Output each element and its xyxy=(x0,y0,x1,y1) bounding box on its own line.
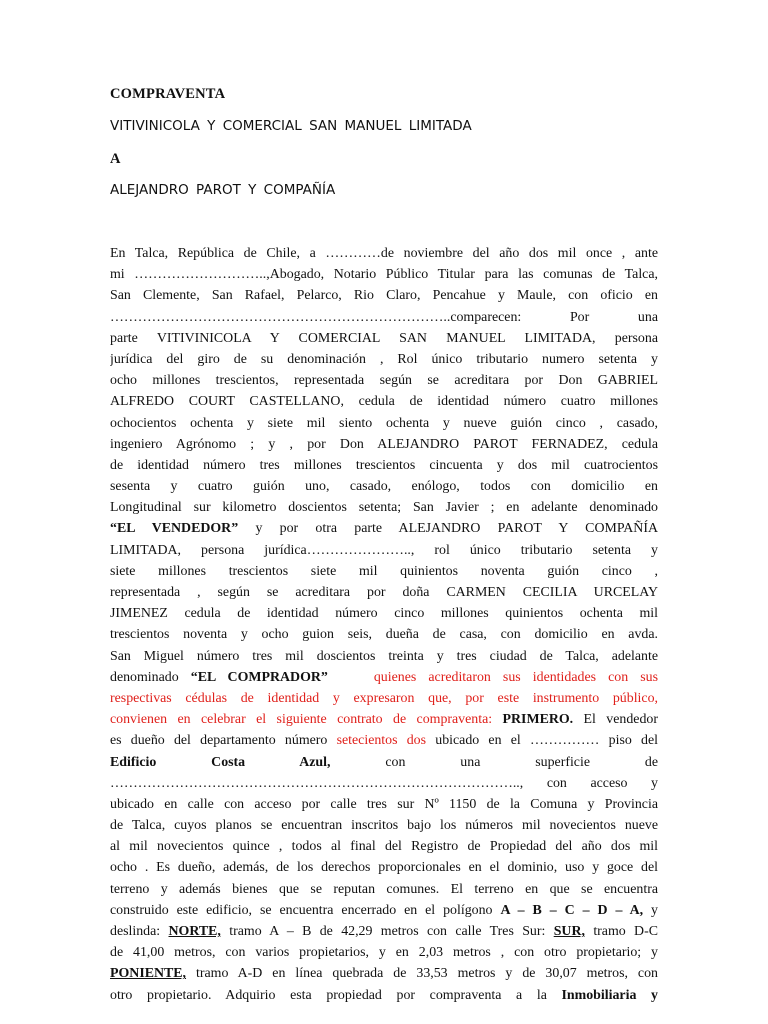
highlighted-line: respectivas cédulas de identidad y expresaron que, por este instrumento público, xyxy=(110,690,658,706)
building-name: Edificio Costa Azul, xyxy=(110,754,331,770)
body-line: San Miguel número tres mil doscientos treinta y tres ciudad de Talca, adelante xyxy=(110,648,658,664)
highlighted-text: convienen en celebrar el siguiente contrato de compraventa: xyxy=(110,712,503,728)
body-line: PONIENTE, tramo A-D en línea quebrada de 33,53 metros y de 30,07 metros, con xyxy=(110,966,658,982)
body-line: denominado “EL COMPRADOR” quienes acreditaron sus identidades con sus xyxy=(110,669,658,685)
clause-first-heading: PRIMERO. xyxy=(502,712,574,728)
boundary-west: PONIENTE, xyxy=(110,966,187,982)
body-line: “EL VENDEDOR” y por otra parte ALEJANDRO PAROT Y COMPAÑÍA xyxy=(110,521,658,537)
body-line: es dueño del departamento número setecientos dos ubicado en el …………… piso del xyxy=(110,733,658,749)
body-line: ocho . Es dueño, además, de los derechos proporcionales en el dominio, uso y goce del xyxy=(110,860,658,876)
boundary-south: SUR, xyxy=(553,924,585,939)
body-line: convienen en celebrar el siguiente contrato de compraventa: PRIMERO. El vendedor xyxy=(110,712,658,728)
body-line: de identidad número tres millones trescientos cincuenta y dos mil cuatrocientos xyxy=(110,457,658,473)
body-line: terreno y además bienes que se reputan comunes. El terreno en que se encuentra xyxy=(110,881,658,897)
body-line: ALFREDO COURT CASTELLANO, cedula de identidad número cuatro millones xyxy=(110,394,658,410)
body-line: ………………………………………………………………..comparecen: Por una xyxy=(110,309,658,325)
body-line: En Talca, República de Chile, a …………de noviembre del año dos mil once , ante xyxy=(110,246,658,261)
body-line: ingeniero Agrónomo ; y , por Don ALEJANDRO PAROT FERNADEZ, cedula xyxy=(110,436,658,452)
body-line: JIMENEZ cedula de identidad número cinco millones quinientos ochenta mil xyxy=(110,606,658,622)
highlighted-text: quienes acreditaron sus identidades con sus xyxy=(373,669,658,685)
body-line: trescientos noventa y ocho guion seis, dueña de casa, con domicilio en avda. xyxy=(110,627,658,643)
body-line: ubicado en calle con acceso por calle tres sur Nº 1150 de la Comuna y Provincia xyxy=(110,796,658,812)
body-line: de Talca, cuyos planos se encuentran inscritos bajo los números mil novecientos nueve xyxy=(110,818,658,834)
body-line: …………………………………………………………………………….., con acceso y xyxy=(110,775,658,791)
body-line: siete millones trescientos siete mil quinientos noventa guión cinco , xyxy=(110,563,658,579)
body-line: LIMITADA, persona jurídica………………….., rol único tributario setenta y xyxy=(110,542,658,558)
connector-heading: A xyxy=(110,151,121,167)
body-line: ochocientos ochenta y siete mil siento ochenta y nueve guión cinco , casado, xyxy=(110,415,658,431)
inmobiliaria-name: Inmobiliaria y xyxy=(561,987,658,1003)
body-line: deslinda: NORTE, tramo A – B de 42,29 metros con calle Tres Sur: SUR, tramo D-C xyxy=(110,924,658,939)
body-line: mi ………………………..,Abogado, Notario Público Titular para las comunas de Talca, xyxy=(110,267,658,283)
body-line: representada , según se acreditara por doña CARMEN CECILIA URCELAY xyxy=(110,585,658,600)
body-line: jurídica del giro de su denominación , Rol único tributario numero setenta y xyxy=(110,351,658,367)
polygon-label: A – B – C – D – A, xyxy=(500,902,644,918)
body-line: construido este edificio, se encuentra encerrado en el polígono A – B – C – D – A, y xyxy=(110,902,658,918)
boundary-north: NORTE, xyxy=(168,924,221,939)
seller-designation: “EL VENDEDOR” xyxy=(110,521,239,537)
body-line: de 41,00 metros, con varios propietarios, y en 2,03 metros , con otro propietario; y xyxy=(110,945,658,961)
body-line: Longitudinal sur kilometro doscientos setenta; San Javier ; en adelante denominado xyxy=(110,500,658,516)
document-title: COMPRAVENTA xyxy=(110,86,226,102)
body-line: al mil novecientos quince , todos al final del Registro de Propiedad del año dos mil xyxy=(110,839,658,855)
body-line: sesenta y cuatro guión uno, casado, enólogo, todos con domicilio en xyxy=(110,479,658,495)
contract-body xyxy=(110,243,658,1006)
apartment-number-highlight: setecientos dos xyxy=(336,733,427,749)
buyer-designation: “EL COMPRADOR” xyxy=(190,669,328,685)
body-line: parte VITIVINICOLA Y COMERCIAL SAN MANUEL LIMITADA, persona xyxy=(110,330,658,346)
body-line: ocho millones trescientos, representada según se acreditara por Don GABRIEL xyxy=(110,373,658,389)
seller-party-heading: VITIVINICOLA Y COMERCIAL SAN MANUEL LIMITADA xyxy=(110,118,472,134)
body-line: San Clemente, San Rafael, Pelarco, Rio Claro, Pencahue y Maule, con oficio en xyxy=(110,288,658,304)
body-line: Edificio Costa Azul, con una superficie de xyxy=(110,754,658,770)
body-line: otro propietario. Adquirio esta propiedad por compraventa a la Inmobiliaria y xyxy=(110,987,658,1003)
buyer-party-heading: ALEJANDRO PAROT Y COMPAÑÍA xyxy=(110,182,336,198)
